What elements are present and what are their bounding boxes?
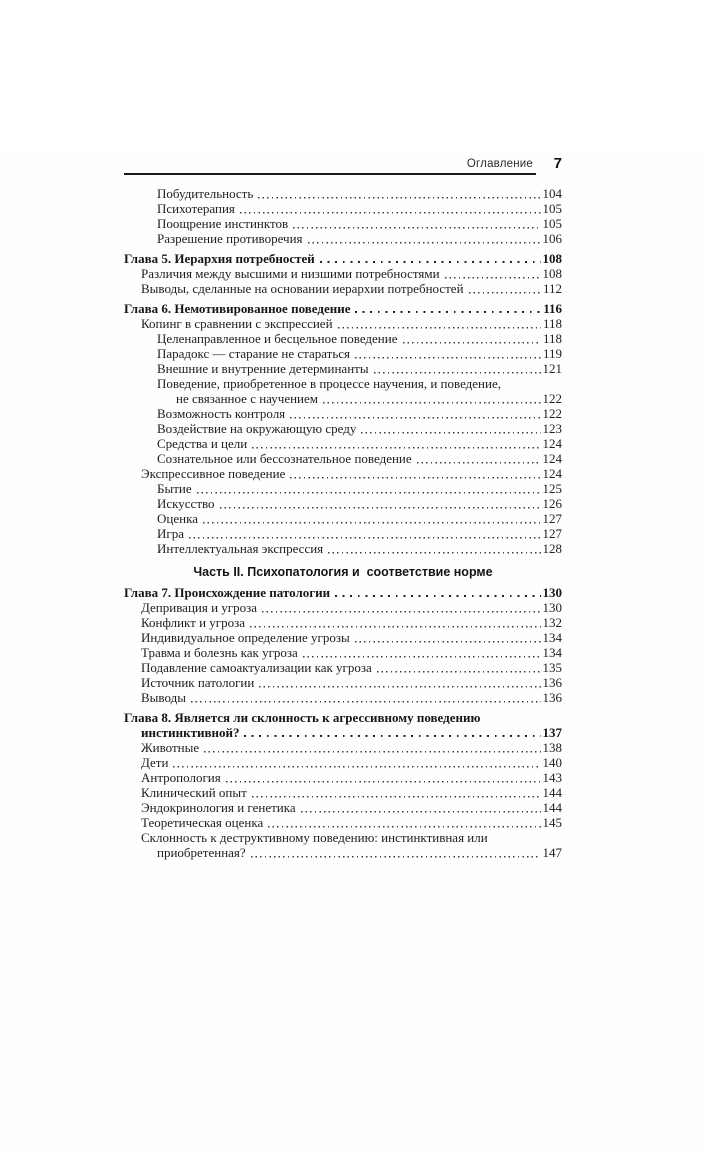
page-number: 7 <box>553 155 562 172</box>
toc-entry-title: Поведение, приобретенное в процессе научения, и поведение, <box>157 376 501 391</box>
toc-entry-page: 124 <box>542 451 562 466</box>
toc-entry <box>124 281 562 296</box>
toc-entry <box>124 266 562 281</box>
toc-entry-page: 137 <box>542 725 562 740</box>
toc-entry-title: Побудительность <box>157 186 254 201</box>
toc-entry-page: 121 <box>542 361 562 376</box>
dot-leader <box>469 281 541 296</box>
toc-entry <box>124 740 562 755</box>
dot-leader <box>301 800 541 815</box>
toc-entry-title: Клинический опыт <box>141 785 247 800</box>
toc-entry-page: 108 <box>542 251 562 266</box>
toc-entry-page: 147 <box>542 845 562 860</box>
dot-leader <box>258 186 540 201</box>
toc-entry-title: Возможность контроля <box>157 406 286 421</box>
toc-entry-title: Источник патологии <box>141 675 255 690</box>
toc-chapter-entry <box>124 725 562 740</box>
toc-entry <box>124 541 562 556</box>
toc-entry <box>124 600 562 615</box>
dot-leader <box>328 541 540 556</box>
toc-entry-title: Бытие <box>157 481 192 496</box>
dot-leader <box>355 301 541 316</box>
toc-entry-page: 112 <box>542 281 562 296</box>
toc-entry-title: Эндокринология и генетика <box>141 800 296 815</box>
toc-entry-page: 116 <box>543 301 562 316</box>
toc-entry <box>124 770 562 785</box>
toc-entry-page: 105 <box>542 216 562 231</box>
dot-leader <box>259 675 540 690</box>
dot-leader <box>204 740 540 755</box>
dot-leader <box>268 815 540 830</box>
dot-leader <box>252 436 540 451</box>
toc-entry-page: 138 <box>542 740 562 755</box>
dot-leader <box>320 251 541 266</box>
toc-entry-page: 144 <box>542 785 562 800</box>
toc-entry-title: инстинктивной? <box>141 725 240 740</box>
dot-leader <box>293 216 540 231</box>
dot-leader <box>308 231 541 246</box>
toc-entry-title: Средства и цели <box>157 436 248 451</box>
toc-chapter-entry <box>124 251 562 266</box>
dot-leader <box>361 421 540 436</box>
dot-leader <box>240 201 541 216</box>
toc-entry <box>124 451 562 466</box>
toc-entry-page: 143 <box>542 770 562 785</box>
dot-leader <box>335 585 540 600</box>
toc-entry-page: 118 <box>542 316 562 331</box>
toc-entry-page: 125 <box>542 481 562 496</box>
toc-entry-title: Воздействие на окружающую среду <box>157 421 357 436</box>
toc-entry <box>124 421 562 436</box>
dot-leader <box>252 785 541 800</box>
toc-entry-title: Различия между высшими и низшими потребностями <box>141 266 440 281</box>
toc-entry-page: 124 <box>542 466 562 481</box>
toc-entry-page: 119 <box>542 346 562 361</box>
toc-entry <box>124 376 562 391</box>
toc-entry <box>124 391 562 406</box>
toc-chapter-entry <box>124 710 562 725</box>
dot-leader <box>290 466 540 481</box>
dot-leader <box>445 266 541 281</box>
toc-entry <box>124 216 562 231</box>
dot-leader <box>303 645 541 660</box>
toc-entry-title: Игра <box>157 526 184 541</box>
toc-entry <box>124 690 562 705</box>
dot-leader <box>173 755 540 770</box>
header-rule <box>124 158 536 175</box>
toc-entry-page: 127 <box>542 526 562 541</box>
toc-entry-page: 136 <box>542 690 562 705</box>
dot-leader <box>250 615 540 630</box>
toc-entry <box>124 660 562 675</box>
toc-entry-title: Травма и болезнь как угроза <box>141 645 298 660</box>
toc-entry-title: Антропология <box>141 770 221 785</box>
toc-entry-title: Искусство <box>157 496 215 511</box>
toc-entry-page: 126 <box>542 496 562 511</box>
toc-entry-title: Поощрение инстинктов <box>157 216 289 231</box>
toc-entry-title: не связанное с научением <box>176 391 318 406</box>
toc-entry <box>124 630 562 645</box>
toc-entry-title: Разрешение противоречия <box>157 231 303 246</box>
toc-entry <box>124 316 562 331</box>
toc-entry-page: 118 <box>542 331 562 346</box>
toc-entry <box>124 346 562 361</box>
toc-entry-title: Внешние и внутренние детерминанты <box>157 361 369 376</box>
toc-entry-title: приобретенная? <box>157 845 246 860</box>
toc-entry-page: 108 <box>542 266 562 281</box>
toc-entry-title: Парадокс — старание не стараться <box>157 346 351 361</box>
toc-entry-page: 105 <box>542 201 562 216</box>
toc-entry-title: Интеллектуальная экспрессия <box>157 541 324 556</box>
toc-entry-page: 122 <box>542 406 562 421</box>
dot-leader <box>197 481 541 496</box>
toc-entry <box>124 406 562 421</box>
toc-entry <box>124 845 562 860</box>
toc-entry-title: Оценка <box>157 511 198 526</box>
dot-leader <box>203 511 541 526</box>
toc-entry-page: 130 <box>542 600 562 615</box>
toc-entry <box>124 481 562 496</box>
toc-entry-page: 124 <box>542 436 562 451</box>
toc-entry <box>124 785 562 800</box>
dot-leader <box>355 346 541 361</box>
toc-entry <box>124 466 562 481</box>
toc-entry-title: Экспрессивное поведение <box>141 466 286 481</box>
dot-leader <box>226 770 541 785</box>
dot-leader <box>377 660 541 675</box>
toc-entry-page: 106 <box>542 231 562 246</box>
dot-leader <box>290 406 540 421</box>
dot-leader <box>403 331 541 346</box>
toc-entry-title: Глава 5. Иерархия потребностей <box>124 251 315 266</box>
toc-entry-title: Копинг в сравнении с экспрессией <box>141 316 333 331</box>
dot-leader <box>355 630 541 645</box>
dot-leader <box>220 496 541 511</box>
toc-entry <box>124 436 562 451</box>
dot-leader <box>374 361 541 376</box>
toc-entry-page: 144 <box>542 800 562 815</box>
toc-entry-title: Целенаправленное и бесцельное поведение <box>157 331 398 346</box>
book-page <box>0 155 708 1156</box>
dot-leader <box>189 526 541 541</box>
toc-chapter-entry <box>124 301 562 316</box>
toc-entry <box>124 186 562 201</box>
toc-entry <box>124 800 562 815</box>
toc-entry <box>124 815 562 830</box>
toc-entry <box>124 331 562 346</box>
toc-entry-page: 134 <box>542 645 562 660</box>
table-of-contents <box>124 186 562 860</box>
toc-chapter-entry <box>124 585 562 600</box>
toc-entry-title: Индивидуальное определение угрозы <box>141 630 350 645</box>
toc-entry-page: 145 <box>542 815 562 830</box>
toc-entry-page: 135 <box>542 660 562 675</box>
toc-entry-title: Глава 7. Происхождение патологии <box>124 585 331 600</box>
toc-entry-title: Теоретическая оценка <box>141 815 264 830</box>
toc-entry-page: 122 <box>542 391 562 406</box>
toc-entry-page: 128 <box>542 541 562 556</box>
toc-entry <box>124 615 562 630</box>
toc-entry-page: 140 <box>542 755 562 770</box>
dot-leader <box>244 725 540 740</box>
toc-entry-title: Сознательное или бессознательное поведение <box>157 451 412 466</box>
toc-entry-page: 104 <box>542 186 562 201</box>
running-header <box>124 155 562 175</box>
dot-leader <box>262 600 540 615</box>
part-heading: Часть II. Психопатология и соответствие норме <box>193 565 493 579</box>
dot-leader <box>251 845 541 860</box>
toc-entry-title: Выводы, сделанные на основании иерархии потребностей <box>141 281 464 296</box>
toc-entry <box>124 830 562 845</box>
toc-entry-title: Подавление самоактуализации как угроза <box>141 660 372 675</box>
toc-entry <box>124 511 562 526</box>
toc-entry <box>124 755 562 770</box>
toc-entry <box>124 201 562 216</box>
toc-entry <box>124 526 562 541</box>
toc-entry-page: 123 <box>542 421 562 436</box>
dot-leader <box>323 391 541 406</box>
dot-leader <box>338 316 541 331</box>
toc-entry-title: Психотерапия <box>157 201 235 216</box>
toc-entry <box>124 675 562 690</box>
toc-entry <box>124 361 562 376</box>
toc-entry-title: Конфликт и угроза <box>141 615 246 630</box>
toc-entry-page: 136 <box>542 675 562 690</box>
dot-leader <box>417 451 541 466</box>
toc-entry-page: 127 <box>542 511 562 526</box>
toc-entry <box>124 645 562 660</box>
dot-leader <box>191 690 541 705</box>
toc-entry-page: 130 <box>542 585 562 600</box>
toc-entry-title: Склонность к деструктивному поведению: инстинктивная или <box>141 830 488 845</box>
toc-entry-page: 134 <box>542 630 562 645</box>
toc-entry-title: Глава 8. Является ли склонность к агрессивному поведению <box>124 710 481 725</box>
running-title: Оглавление <box>466 158 533 170</box>
toc-entry-title: Животные <box>141 740 200 755</box>
toc-entry <box>124 231 562 246</box>
toc-entry-title: Депривация и угроза <box>141 600 258 615</box>
toc-entry-page: 132 <box>542 615 562 630</box>
toc-entry-title: Дети <box>141 755 169 770</box>
toc-entry-title: Выводы <box>141 690 186 705</box>
toc-entry-title: Глава 6. Немотивированное поведение <box>124 301 351 316</box>
toc-entry <box>124 496 562 511</box>
